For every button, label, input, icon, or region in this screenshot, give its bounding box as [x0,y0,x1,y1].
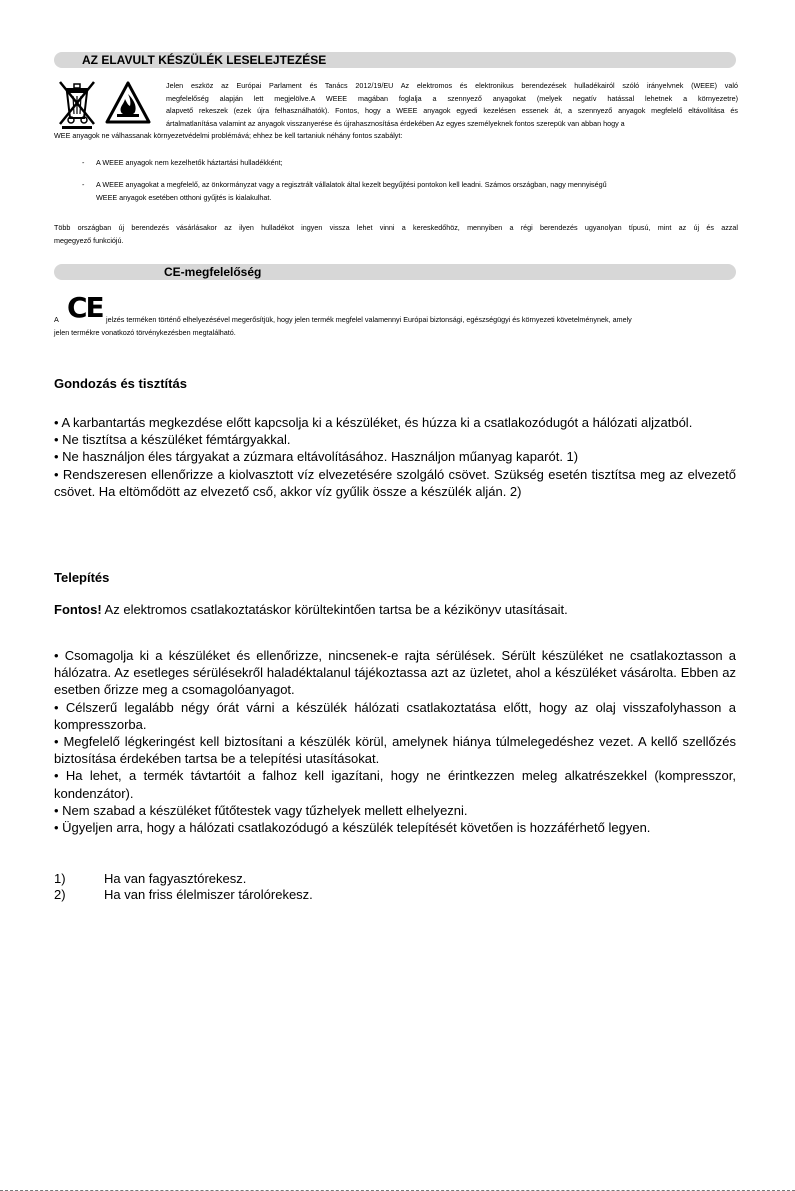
ce-mark-icon: CE [67,291,103,324]
footnote-2-text: Ha van friss élelmiszer tárolórekesz. [104,887,313,902]
ce-section-header [54,264,736,280]
weee-rule-1: A WEEE anyagok nem kezelhetők háztartási hulladékként; [96,158,283,167]
care-item-4: • Rendszeresen ellenőrizze a kiolvasztott víz elvezetésére szolgáló csövet. Szükség esetén tisztítsa meg az elvezető csövet. Ha eltömődött az elvezető cső, akkor víz gyűlik össze a készülék alján. 2) [54,466,736,499]
weee-rule-2-dash: - [82,180,85,189]
weee-closing-line-2: megegyező funkciójú. [54,235,124,245]
install-important [54,601,736,618]
install-item-3: • Megfelelő légkeringést kell biztosítani a készülék körül, amelynek hiánya túlmelegedéshez vezet. A kellő szellőzés biztosítása érdekében tartsa be a telepítési utasításokat. [54,734,736,767]
ce-prefix: A [54,315,59,324]
footnote-1 [54,870,736,887]
install-important-label: Fontos! [54,602,102,617]
weee-rule-2 [96,179,736,204]
weee-closing-line-1: Több országban új berendezés vásárlásakor az ilyen hulladékot ingyen vissza lehet vinni a kereskedőhöz, mennyiben a régi berendezés ugyanolyan típusú, mint az új és azzal [54,223,738,232]
weee-closing [54,222,738,247]
weee-intro-line-3: alapvető rekeszek (ezek újra felhasználhatók). Fontos, hogy a WEEE anyagok egyedi kezelésen essenek át, a szennyező anyagok megfelelő eltávolítása és [166,106,738,115]
care-item-2: • Ne tisztítsa a készüléket fémtárgyakkal. [54,432,291,448]
install-list [54,647,736,836]
weee-intro [166,80,738,130]
weee-intro-line-5: WEE anyagok ne válhassanak környezetvédelmi problémává; ehhez be kell tartaniuk néhány fontos szabályt: [54,131,403,140]
care-heading: Gondozás és tisztítás [54,376,187,391]
weee-section-header [54,52,736,68]
footnote-2-num: 2) [54,887,66,902]
install-item-5: • Nem szabad a készüléket fűtőtestek vagy tűzhelyek mellett elhelyezni. [54,802,468,818]
ce-line-2: jelen termékre vonatkozó törvénykezésben megtalálható. [54,328,236,337]
weee-intro-line-2: megfelelőség alapján lett megjelölve.A WEEE magában foglalja a szennyező anyagokat (melyek negatív hatással lehetnek a környezetre) [166,93,738,103]
install-item-6: • Ügyeljen arra, hogy a hálózati csatlakozódugó a készülék telepítését követően is hozzáférhető legyen. [54,820,651,836]
care-item-1: • A karbantartás megkezdése előtt kapcsolja ki a készüléket, és húzza ki a csatlakozódugót a hálózati aljzatból. [54,415,693,430]
flammable-icon [104,80,152,126]
footnote-2 [54,886,736,903]
weee-intro-line-4: ártalmatlanítása valamint az anyagok visszanyerése és újrahasznosítása érdekében Az egyes személyeknek fontos szerepük van abban hogy a [166,118,625,128]
weee-rule-2-line-2: WEEE anyagok esetében otthoni gyűjtés is kialakulhat. [96,192,272,202]
care-item-3: • Ne használjon éles tárgyakat a zúzmara eltávolításához. Használjon műanyag kaparót. 1) [54,449,579,465]
footnote-1-num: 1) [54,871,66,886]
weee-header-title: AZ ELAVULT KÉSZÜLÉK LESELEJTEZÉSE [82,53,327,67]
ce-line-1: jelzés terméken történő elhelyezésével megerősítjük, hogy jelen termék megfelel valamennyi Európai biztonsági, egészségügyi és környezeti követelménynek, amely [106,315,632,324]
crossed-bin-icon [56,78,98,130]
footnote-1-text: Ha van fagyasztórekesz. [104,871,247,886]
weee-intro-line-1: Jelen eszköz az Európai Parlament és Tanács 2012/19/EU Az elektromos és elektronikus berendezések hulladékairól szóló irányelvnek (WEEE) való [166,81,738,90]
weee-rule-2-line-1: A WEEE anyagokat a megfelelő, az önkormányzat vagy a regisztrált vállalatok által kezelt begyűjtési pontokon kell leadni. Számos országban, nagy mennyiségű [96,180,607,189]
care-list [54,414,736,500]
install-item-1: • Csomagolja ki a készüléket és ellenőrizze, nincsenek-e rajta sérülések. Sérült készüléket ne csatlakoztasson a hálózatra. Az esetleges sérülésekről haladéktalanul tájékoztassa azt az üzletet, ahol a készüléket vásárolta. Ebben az esetben őrizze meg a csomagolóanyagot. [54,648,736,698]
install-important-text: Az elektromos csatlakoztatáskor körültekintően tartsa be a kézikönyv utasításait. [101,602,568,617]
install-item-4: • Ha lehet, a termék távtartóit a falhoz kell igazítani, hogy ne érintkezzen meleg alkatrészekkel (kompresszor, kondenzátor). [54,768,736,801]
install-item-2: • Célszerű legalább négy órát várni a készülék hálózati csatlakoztatása előtt, hogy az olaj visszafolyhasson a kompresszorba. [54,699,736,732]
ce-header-title: CE-megfelelőség [164,265,262,279]
weee-rule-1-dash: - [82,158,85,167]
install-heading: Telepítés [54,570,110,585]
